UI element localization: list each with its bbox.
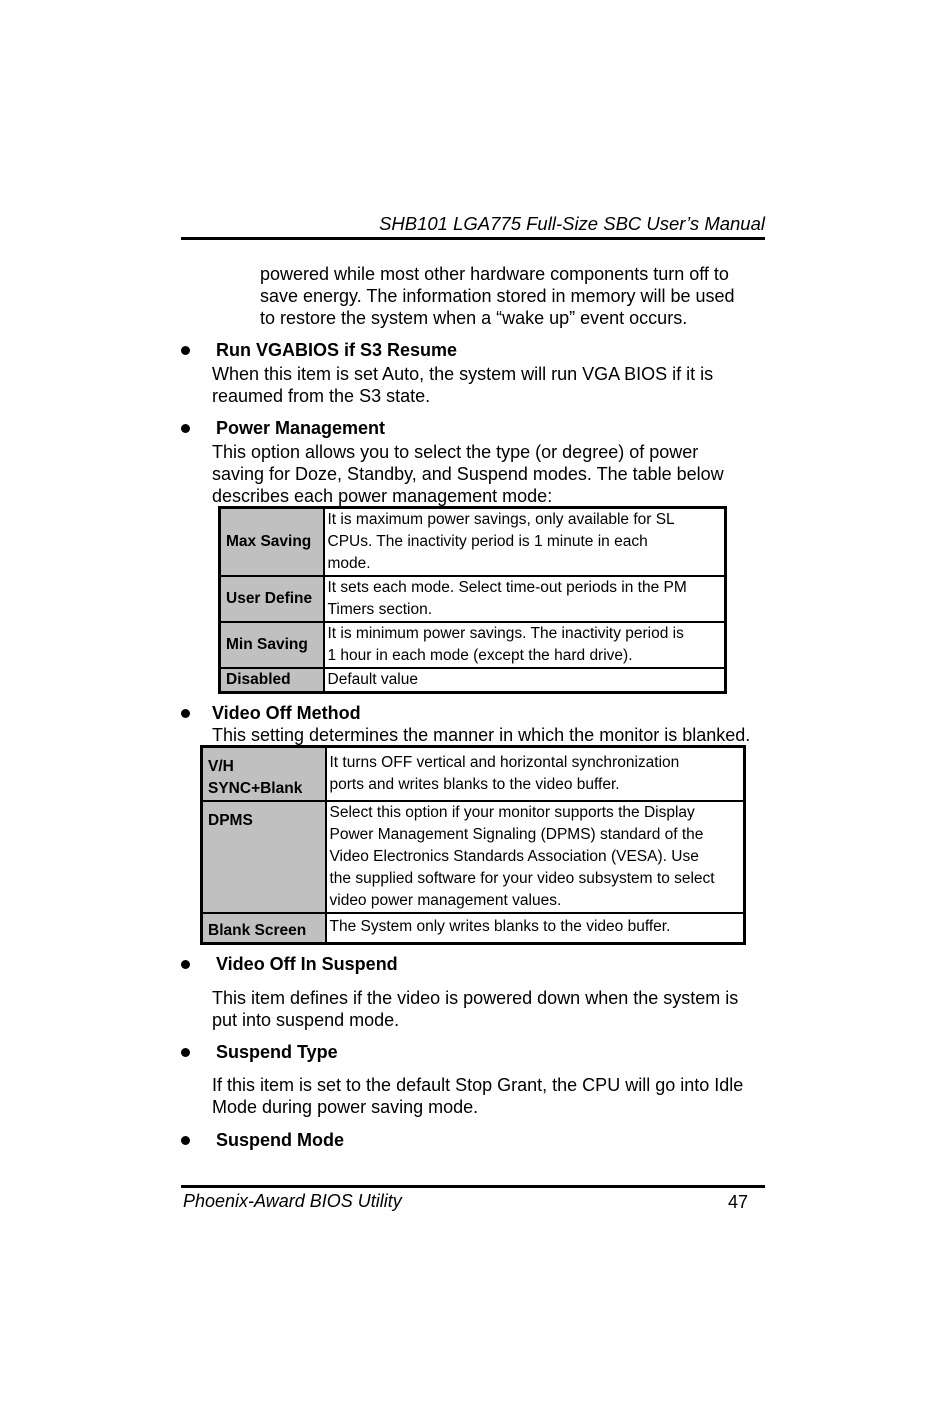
- section-body-vgabios: [212, 363, 713, 407]
- text-line: It sets each mode. Select time-out periods in the PM: [327, 579, 687, 596]
- page-header-title: SHB101 LGA775 Full-Size SBC User’s Manual: [379, 213, 765, 234]
- text-line: This item defines if the video is powered down when the system is: [212, 988, 739, 1008]
- section-body-video-off-method: [212, 724, 750, 746]
- bullet-icon: [181, 346, 190, 355]
- text-line: It turns OFF vertical and horizontal synchronization: [329, 754, 680, 771]
- table-row: [220, 622, 726, 668]
- section-title-video-off-method: Video Off Method: [212, 703, 361, 723]
- table-desc-cell: [324, 576, 726, 622]
- table-desc-cell: [324, 668, 726, 693]
- text-line: When this item is set Auto, the system will run VGA BIOS if it is: [212, 364, 714, 384]
- footer-rule: [181, 1185, 765, 1188]
- table-row: [220, 508, 726, 577]
- text-line: 1 hour in each mode (except the hard drive).: [327, 647, 633, 664]
- header-rule: [181, 237, 765, 240]
- text-line: to restore the system when a “wake up” event occurs.: [260, 308, 688, 328]
- text-line: Mode during power saving mode.: [212, 1097, 479, 1117]
- text-line: mode.: [327, 555, 371, 572]
- bullet-icon: [181, 709, 190, 718]
- table-row: [220, 576, 726, 622]
- text-line: put into suspend mode.: [212, 1010, 400, 1030]
- section-title-vgabios: Run VGABIOS if S3 Resume: [216, 340, 458, 360]
- text-line: DPMS: [208, 812, 253, 829]
- section-body-suspend-type: [212, 1074, 743, 1118]
- table-key-cell: Disabled: [220, 668, 324, 693]
- section-title-suspend-type: Suspend Type: [216, 1042, 338, 1062]
- bullet-icon: [181, 960, 190, 969]
- text-line: the supplied software for your video subsystem to select: [329, 870, 715, 887]
- text-line: This option allows you to select the type (or degree) of power: [212, 442, 699, 462]
- page-number: 47: [727, 1192, 748, 1212]
- text-line: It is minimum power savings. The inactivity period is: [327, 625, 684, 642]
- text-line: video power management values.: [329, 892, 562, 909]
- table-desc-cell: [326, 913, 745, 943]
- table-desc-cell: [324, 622, 726, 668]
- bullet-icon: [181, 1048, 190, 1057]
- text-line: powered while most other hardware components turn off to: [260, 264, 729, 284]
- table-row: [202, 801, 745, 913]
- section-title-power-management: Power Management: [216, 418, 386, 438]
- text-line: This setting determines the manner in which the monitor is blanked.: [212, 725, 751, 745]
- text-line: If this item is set to the default Stop Grant, the CPU will go into Idle: [212, 1075, 744, 1095]
- table-key-cell: [202, 801, 326, 913]
- table-row: [220, 668, 726, 693]
- footer-title: Phoenix-Award BIOS Utility: [183, 1191, 402, 1211]
- table-desc-cell: [326, 747, 745, 802]
- power-mode-table: [218, 506, 727, 694]
- section-title-video-off-in-suspend: Video Off In Suspend: [216, 954, 398, 974]
- text-line: CPUs. The inactivity period is 1 minute in each: [327, 533, 648, 550]
- table-key-cell: Max Saving: [220, 508, 324, 577]
- text-line: The System only writes blanks to the video buffer.: [329, 918, 671, 935]
- table-row: [202, 913, 745, 943]
- text-line: describes each power management mode:: [212, 486, 553, 506]
- table-desc-cell: [324, 508, 726, 577]
- intro-paragraph: [260, 263, 735, 329]
- table-key-cell: [202, 747, 326, 802]
- table-key-cell: Min Saving: [220, 622, 324, 668]
- section-title-suspend-mode: Suspend Mode: [216, 1130, 345, 1150]
- table-key-cell: [202, 913, 326, 943]
- text-line: Default value: [327, 671, 418, 688]
- text-line: Timers section.: [327, 601, 433, 618]
- text-line: save energy. The information stored in memory will be used: [260, 286, 735, 306]
- text-line: It is maximum power savings, only available for SL: [327, 511, 675, 528]
- text-line: Video Electronics Standards Association (VESA). Use: [329, 848, 699, 865]
- text-line: Power Management Signaling (DPMS) standard of the: [329, 826, 704, 843]
- text-line: reaumed from the S3 state.: [212, 386, 431, 406]
- table-key-cell: User Define: [220, 576, 324, 622]
- text-line: Select this option if your monitor supports the Display: [329, 804, 695, 821]
- bullet-icon: [181, 424, 190, 433]
- video-method-table: [200, 745, 746, 945]
- section-body-power-management: [212, 441, 724, 507]
- text-line: SYNC+Blank: [208, 780, 303, 797]
- text-line: Blank Screen: [208, 921, 307, 939]
- bullet-icon: [181, 1136, 190, 1145]
- section-body-video-off-in-suspend: [212, 987, 738, 1031]
- text-line: V/H: [208, 758, 234, 775]
- text-line: saving for Doze, Standby, and Suspend modes. The table below: [212, 464, 724, 484]
- table-row: [202, 747, 745, 802]
- text-line: ports and writes blanks to the video buffer.: [329, 776, 620, 793]
- table-desc-cell: [326, 801, 745, 913]
